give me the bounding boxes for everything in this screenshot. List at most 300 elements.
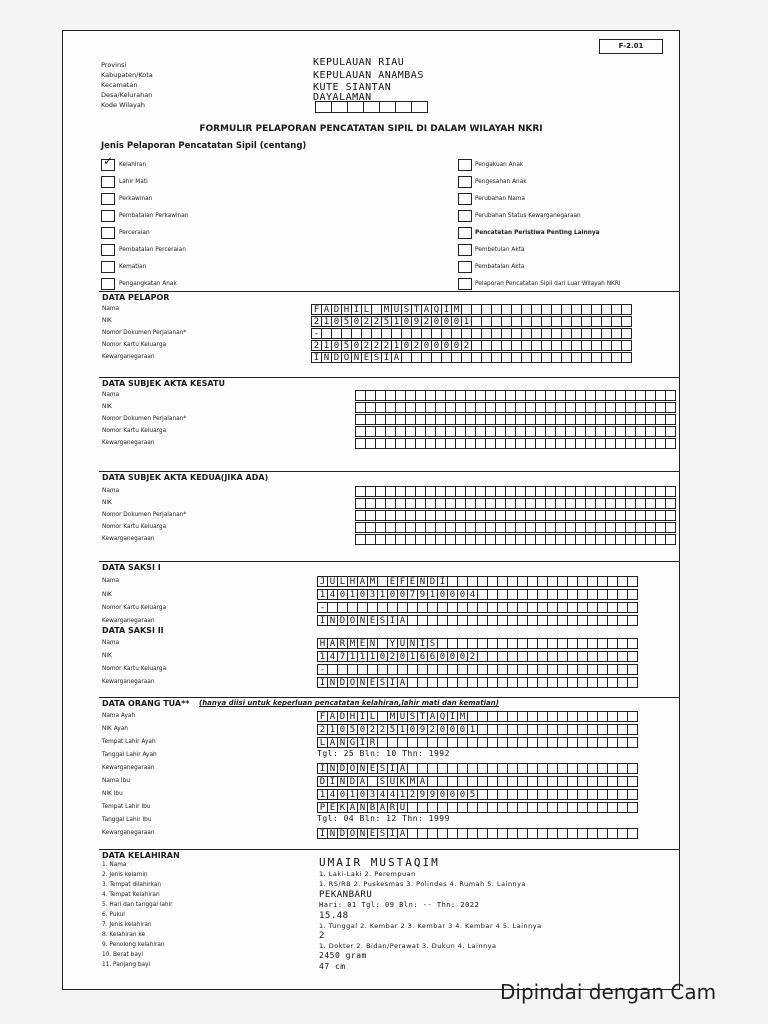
checkbox-pengakuan-anak[interactable]: [458, 159, 472, 171]
char-cell[interactable]: 9: [417, 724, 428, 735]
grid-dokumen-pelapor[interactable]: [311, 328, 631, 339]
char-cell[interactable]: S: [377, 615, 388, 626]
char-cell[interactable]: I: [317, 677, 328, 688]
char-cell[interactable]: N: [327, 677, 338, 688]
char-cell[interactable]: 2: [387, 651, 398, 662]
char-cell[interactable]: H: [347, 711, 358, 722]
char-cell[interactable]: S: [377, 776, 388, 787]
char-cell[interactable]: 1: [391, 340, 402, 351]
char-cell[interactable]: 0: [351, 340, 362, 351]
char-cell[interactable]: N: [357, 802, 368, 813]
char-cell[interactable]: A: [417, 776, 428, 787]
char-cell[interactable]: 1: [367, 651, 378, 662]
char-cell[interactable]: 0: [447, 589, 458, 600]
char-cell[interactable]: 1: [377, 589, 388, 600]
char-cell[interactable]: 5: [341, 316, 352, 327]
char-cell[interactable]: [665, 426, 676, 437]
char-cell[interactable]: A: [327, 638, 338, 649]
checkbox-perkawinan[interactable]: [101, 193, 115, 205]
kode-wilayah-box[interactable]: [363, 101, 380, 113]
char-cell[interactable]: 0: [397, 651, 408, 662]
char-cell[interactable]: 0: [447, 789, 458, 800]
grid-empty[interactable]: [355, 414, 675, 425]
char-cell[interactable]: U: [397, 802, 408, 813]
char-cell[interactable]: 9: [417, 589, 428, 600]
char-cell[interactable]: [665, 534, 676, 545]
grid-nik-ayah[interactable]: [317, 724, 637, 735]
value-penolong-kelahiran[interactable]: 1. Dokter 2. Bidan/Perawat 3. Dukun 4. Lainnya: [319, 942, 497, 950]
char-cell[interactable]: 5: [381, 316, 392, 327]
char-cell[interactable]: I: [357, 711, 368, 722]
char-cell[interactable]: [621, 352, 632, 363]
char-cell[interactable]: 0: [401, 316, 412, 327]
char-cell[interactable]: 2: [381, 340, 392, 351]
char-cell[interactable]: A: [427, 711, 438, 722]
char-cell[interactable]: T: [411, 304, 422, 315]
char-cell[interactable]: 4: [377, 789, 388, 800]
char-cell[interactable]: 2: [371, 340, 382, 351]
value-desa[interactable]: DAYALAMAN: [313, 92, 372, 103]
char-cell[interactable]: B: [367, 802, 378, 813]
char-cell[interactable]: 1: [327, 724, 338, 735]
char-cell[interactable]: Y: [387, 638, 398, 649]
char-cell[interactable]: I: [447, 711, 458, 722]
checkbox-pembatalan-perkawinan[interactable]: [101, 210, 115, 222]
char-cell[interactable]: 1: [317, 589, 328, 600]
char-cell[interactable]: L: [367, 711, 378, 722]
kode-wilayah-box[interactable]: [395, 101, 412, 113]
char-cell[interactable]: L: [337, 576, 348, 587]
char-cell[interactable]: U: [391, 304, 402, 315]
char-cell[interactable]: 0: [447, 651, 458, 662]
char-cell[interactable]: I: [327, 776, 338, 787]
value-kecamatan[interactable]: KUTE SIANTAN: [313, 82, 392, 93]
checkbox-pembetulan-akta[interactable]: [458, 244, 472, 256]
char-cell[interactable]: 2: [367, 724, 378, 735]
char-cell[interactable]: A: [421, 304, 432, 315]
grid-empty[interactable]: [355, 402, 675, 413]
grid-kewarganegaraan-saksi1[interactable]: [317, 615, 637, 626]
char-cell[interactable]: 9: [417, 789, 428, 800]
char-cell[interactable]: 3: [367, 589, 378, 600]
char-cell[interactable]: S: [371, 352, 382, 363]
char-cell[interactable]: N: [327, 828, 338, 839]
char-cell[interactable]: [627, 711, 638, 722]
char-cell[interactable]: [627, 763, 638, 774]
char-cell[interactable]: N: [337, 776, 348, 787]
char-cell[interactable]: [627, 828, 638, 839]
char-cell[interactable]: [627, 724, 638, 735]
char-cell[interactable]: 0: [401, 340, 412, 351]
char-cell[interactable]: 1: [461, 316, 472, 327]
char-cell[interactable]: 0: [457, 724, 468, 735]
char-cell[interactable]: S: [377, 677, 388, 688]
char-cell[interactable]: 1: [321, 340, 332, 351]
char-cell[interactable]: 0: [437, 589, 448, 600]
char-cell[interactable]: 0: [407, 724, 418, 735]
char-cell[interactable]: 0: [387, 589, 398, 600]
grid-kewarganegaraan-saksi2[interactable]: [317, 677, 637, 688]
char-cell[interactable]: A: [391, 352, 402, 363]
char-cell[interactable]: N: [327, 763, 338, 774]
char-cell[interactable]: 1: [321, 316, 332, 327]
char-cell[interactable]: N: [337, 737, 348, 748]
char-cell[interactable]: 1: [397, 789, 408, 800]
char-cell[interactable]: R: [367, 737, 378, 748]
char-cell[interactable]: E: [361, 352, 372, 363]
char-cell[interactable]: I: [351, 304, 362, 315]
value-panjang-bayi[interactable]: 47 cm: [319, 962, 346, 971]
char-cell[interactable]: 4: [387, 789, 398, 800]
char-cell[interactable]: 0: [451, 316, 462, 327]
char-cell[interactable]: M: [457, 711, 468, 722]
char-cell[interactable]: A: [347, 802, 358, 813]
char-cell[interactable]: [627, 651, 638, 662]
kode-wilayah-box[interactable]: [347, 101, 364, 113]
char-cell[interactable]: A: [377, 802, 388, 813]
char-cell[interactable]: [665, 438, 676, 449]
char-cell[interactable]: D: [427, 576, 438, 587]
char-cell[interactable]: I: [387, 763, 398, 774]
grid-empty[interactable]: [355, 522, 675, 533]
char-cell[interactable]: 2: [411, 340, 422, 351]
char-cell[interactable]: O: [341, 352, 352, 363]
char-cell[interactable]: N: [357, 615, 368, 626]
grid-kk-pelapor[interactable]: [311, 340, 631, 351]
char-cell[interactable]: H: [317, 638, 328, 649]
char-cell[interactable]: A: [357, 776, 368, 787]
char-cell[interactable]: 4: [467, 589, 478, 600]
char-cell[interactable]: 0: [457, 651, 468, 662]
char-cell[interactable]: -: [317, 602, 328, 613]
value-jenis-kelahiran[interactable]: 1. Tunggal 2. Kembar 2 3. Kembar 3 4. Kembar 4 5. Lainnya: [319, 922, 542, 930]
char-cell[interactable]: I: [441, 304, 452, 315]
char-cell[interactable]: [627, 677, 638, 688]
char-cell[interactable]: 4: [327, 589, 338, 600]
char-cell[interactable]: 0: [437, 651, 448, 662]
char-cell[interactable]: I: [387, 615, 398, 626]
char-cell[interactable]: O: [347, 828, 358, 839]
value-jenis-kelamin[interactable]: 1. Laki-Laki 2. Perempuan: [319, 870, 416, 878]
char-cell[interactable]: U: [387, 776, 398, 787]
char-cell[interactable]: 4: [327, 789, 338, 800]
char-cell[interactable]: 6: [427, 651, 438, 662]
char-cell[interactable]: R: [387, 802, 398, 813]
char-cell[interactable]: 7: [407, 589, 418, 600]
char-cell[interactable]: A: [321, 304, 332, 315]
char-cell[interactable]: I: [381, 352, 392, 363]
char-cell[interactable]: N: [357, 677, 368, 688]
char-cell[interactable]: E: [367, 828, 378, 839]
char-cell[interactable]: A: [327, 737, 338, 748]
checkbox-luar-wilayah[interactable]: [458, 278, 472, 290]
char-cell[interactable]: 1: [427, 589, 438, 600]
char-cell[interactable]: D: [337, 711, 348, 722]
value-provinsi[interactable]: KEPULAUAN RIAU: [313, 57, 405, 68]
checkbox-pengesahan-anak[interactable]: [458, 176, 472, 188]
char-cell[interactable]: A: [397, 763, 408, 774]
grid-nik-saksi2[interactable]: [317, 651, 637, 662]
char-cell[interactable]: D: [337, 763, 348, 774]
char-cell[interactable]: M: [347, 638, 358, 649]
char-cell[interactable]: 4: [327, 651, 338, 662]
char-cell[interactable]: T: [417, 711, 428, 722]
char-cell[interactable]: [627, 576, 638, 587]
char-cell[interactable]: D: [347, 776, 358, 787]
char-cell[interactable]: [621, 304, 632, 315]
char-cell[interactable]: E: [407, 576, 418, 587]
value-nama-bayi[interactable]: UMAIR MUSTAQIM: [319, 856, 440, 869]
char-cell[interactable]: N: [357, 828, 368, 839]
value-hari-tanggal-lahir[interactable]: Hari: 01 Tgl: 09 Bln: -- Thn: 2022: [319, 901, 480, 909]
char-cell[interactable]: 0: [377, 651, 388, 662]
char-cell[interactable]: E: [327, 802, 338, 813]
kode-wilayah-box[interactable]: [331, 101, 348, 113]
char-cell[interactable]: [621, 316, 632, 327]
char-cell[interactable]: D: [331, 304, 342, 315]
checkbox-perubahan-nama[interactable]: [458, 193, 472, 205]
char-cell[interactable]: Q: [431, 304, 442, 315]
char-cell[interactable]: 0: [451, 340, 462, 351]
char-cell[interactable]: 1: [391, 316, 402, 327]
char-cell[interactable]: A: [397, 615, 408, 626]
char-cell[interactable]: 0: [441, 316, 452, 327]
char-cell[interactable]: I: [437, 576, 448, 587]
char-cell[interactable]: [627, 789, 638, 800]
char-cell[interactable]: 0: [331, 340, 342, 351]
char-cell[interactable]: S: [377, 763, 388, 774]
char-cell[interactable]: 9: [411, 316, 422, 327]
char-cell[interactable]: [665, 402, 676, 413]
char-cell[interactable]: K: [337, 802, 348, 813]
checkbox-kematian[interactable]: [101, 261, 115, 273]
char-cell[interactable]: M: [387, 711, 398, 722]
char-cell[interactable]: I: [311, 352, 322, 363]
grid-kk-saksi1[interactable]: [317, 602, 637, 613]
kode-wilayah-box[interactable]: [379, 101, 396, 113]
char-cell[interactable]: 0: [357, 589, 368, 600]
char-cell[interactable]: N: [367, 638, 378, 649]
char-cell[interactable]: [621, 340, 632, 351]
char-cell[interactable]: 2: [407, 789, 418, 800]
value-berat-bayi[interactable]: 2450 gram: [319, 951, 367, 960]
char-cell[interactable]: I: [387, 677, 398, 688]
grid-kewarganegaraan-ibu[interactable]: [317, 828, 637, 839]
char-cell[interactable]: G: [347, 737, 358, 748]
char-cell[interactable]: 0: [337, 589, 348, 600]
char-cell[interactable]: A: [327, 711, 338, 722]
char-cell[interactable]: K: [397, 776, 408, 787]
char-cell[interactable]: M: [407, 776, 418, 787]
char-cell[interactable]: J: [317, 576, 328, 587]
value-tempat-dilahirkan[interactable]: 1. RS/RB 2. Puskesmas 3. Polindes 4. Rumah 5. Lainnya: [319, 880, 527, 888]
char-cell[interactable]: 1: [317, 651, 328, 662]
char-cell[interactable]: I: [387, 828, 398, 839]
grid-nik-saksi1[interactable]: [317, 589, 637, 600]
char-cell[interactable]: 0: [441, 340, 452, 351]
char-cell[interactable]: 0: [397, 589, 408, 600]
char-cell[interactable]: 2: [311, 340, 322, 351]
char-cell[interactable]: O: [347, 677, 358, 688]
char-cell[interactable]: [665, 414, 676, 425]
char-cell[interactable]: 7: [337, 651, 348, 662]
char-cell[interactable]: E: [367, 615, 378, 626]
char-cell[interactable]: S: [377, 828, 388, 839]
char-cell[interactable]: H: [347, 576, 358, 587]
char-cell[interactable]: A: [397, 677, 408, 688]
char-cell[interactable]: 0: [437, 724, 448, 735]
value-kabupaten[interactable]: KEPULAUAN ANAMBAS: [313, 70, 424, 81]
char-cell[interactable]: [627, 737, 638, 748]
checkbox-pembatalan-akta[interactable]: [458, 261, 472, 273]
char-cell[interactable]: D: [317, 776, 328, 787]
grid-empty[interactable]: [355, 486, 675, 497]
grid-kewarganegaraan-pelapor[interactable]: [311, 352, 631, 363]
char-cell[interactable]: 0: [431, 340, 442, 351]
grid-empty[interactable]: [355, 438, 675, 449]
char-cell[interactable]: I: [417, 638, 428, 649]
char-cell[interactable]: Q: [437, 711, 448, 722]
kode-wilayah-box[interactable]: [315, 101, 332, 113]
char-cell[interactable]: 2: [421, 316, 432, 327]
char-cell[interactable]: [665, 486, 676, 497]
char-cell[interactable]: [627, 638, 638, 649]
char-cell[interactable]: 1: [407, 651, 418, 662]
char-cell[interactable]: 0: [457, 789, 468, 800]
checkbox-pembatalan-perceraian[interactable]: [101, 244, 115, 256]
char-cell[interactable]: [627, 802, 638, 813]
checkbox-lahir-mati[interactable]: [101, 176, 115, 188]
char-cell[interactable]: E: [367, 763, 378, 774]
char-cell[interactable]: O: [347, 615, 358, 626]
char-cell[interactable]: 3: [367, 789, 378, 800]
char-cell[interactable]: 9: [427, 789, 438, 800]
char-cell[interactable]: D: [337, 828, 348, 839]
char-cell[interactable]: 5: [387, 724, 398, 735]
checkbox-perceraian[interactable]: [101, 227, 115, 239]
char-cell[interactable]: 2: [461, 340, 472, 351]
grid-nama-ayah[interactable]: [317, 711, 637, 722]
char-cell[interactable]: 5: [341, 340, 352, 351]
char-cell[interactable]: 1: [397, 724, 408, 735]
char-cell[interactable]: 0: [447, 724, 458, 735]
char-cell[interactable]: 2: [427, 724, 438, 735]
char-cell[interactable]: 1: [347, 589, 358, 600]
char-cell[interactable]: -: [317, 664, 328, 675]
grid-kk-saksi2[interactable]: [317, 664, 637, 675]
grid-empty[interactable]: [355, 510, 675, 521]
grid-nama-ibu[interactable]: [317, 776, 637, 787]
char-cell[interactable]: 0: [331, 316, 342, 327]
char-cell[interactable]: E: [387, 576, 398, 587]
char-cell[interactable]: U: [327, 576, 338, 587]
char-cell[interactable]: 5: [347, 724, 358, 735]
char-cell[interactable]: [665, 390, 676, 401]
char-cell[interactable]: S: [401, 304, 412, 315]
char-cell[interactable]: E: [357, 638, 368, 649]
tanggal-lahir-ibu[interactable]: Tgl: 04 Bln: 12 Thn: 1999: [317, 814, 450, 823]
char-cell[interactable]: 0: [357, 724, 368, 735]
char-cell[interactable]: 2: [467, 651, 478, 662]
char-cell[interactable]: I: [317, 828, 328, 839]
char-cell[interactable]: 1: [347, 651, 358, 662]
char-cell[interactable]: 2: [377, 724, 388, 735]
char-cell[interactable]: 0: [357, 789, 368, 800]
char-cell[interactable]: I: [317, 763, 328, 774]
grid-kewarganegaraan-ayah[interactable]: [317, 763, 637, 774]
grid-nik-ibu[interactable]: [317, 789, 637, 800]
char-cell[interactable]: M: [451, 304, 462, 315]
char-cell[interactable]: 0: [337, 724, 348, 735]
checkbox-kelahiran[interactable]: ✓: [101, 159, 115, 171]
value-kelahiran-ke[interactable]: 2: [319, 931, 325, 941]
char-cell[interactable]: N: [321, 352, 332, 363]
char-cell[interactable]: F: [397, 576, 408, 587]
char-cell[interactable]: [621, 328, 632, 339]
grid-nik-pelapor[interactable]: [311, 316, 631, 327]
char-cell[interactable]: 5: [467, 789, 478, 800]
char-cell[interactable]: D: [337, 677, 348, 688]
char-cell[interactable]: 1: [317, 789, 328, 800]
char-cell[interactable]: N: [327, 615, 338, 626]
char-cell[interactable]: 0: [337, 789, 348, 800]
grid-nama-saksi2[interactable]: [317, 638, 637, 649]
checkbox-perubahan-status[interactable]: [458, 210, 472, 222]
char-cell[interactable]: [665, 522, 676, 533]
char-cell[interactable]: D: [331, 352, 342, 363]
value-tempat-kelahiran[interactable]: PEKANBARU: [319, 890, 373, 900]
char-cell[interactable]: N: [357, 763, 368, 774]
char-cell[interactable]: 0: [351, 316, 362, 327]
char-cell[interactable]: O: [347, 763, 358, 774]
grid-nama-saksi1[interactable]: [317, 576, 637, 587]
char-cell[interactable]: 0: [421, 340, 432, 351]
char-cell[interactable]: [627, 589, 638, 600]
kode-wilayah-box[interactable]: [411, 101, 428, 113]
char-cell[interactable]: [665, 498, 676, 509]
grid-nama-pelapor[interactable]: [311, 304, 631, 315]
grid-empty[interactable]: [355, 426, 675, 437]
grid-empty[interactable]: [355, 498, 675, 509]
char-cell[interactable]: 2: [361, 316, 372, 327]
char-cell[interactable]: 2: [317, 724, 328, 735]
checkbox-pengangkatan-anak[interactable]: [101, 278, 115, 290]
char-cell[interactable]: [627, 776, 638, 787]
char-cell[interactable]: N: [351, 352, 362, 363]
char-cell[interactable]: [665, 510, 676, 521]
grid-tempat-lahir-ayah[interactable]: [317, 737, 637, 748]
checkbox-peristiwa-lainnya[interactable]: [458, 227, 472, 239]
char-cell[interactable]: A: [397, 828, 408, 839]
char-cell[interactable]: D: [337, 615, 348, 626]
char-cell[interactable]: [627, 664, 638, 675]
char-cell[interactable]: [627, 615, 638, 626]
char-cell[interactable]: I: [317, 615, 328, 626]
char-cell[interactable]: M: [367, 576, 378, 587]
char-cell[interactable]: 1: [347, 789, 358, 800]
char-cell[interactable]: [627, 602, 638, 613]
grid-tempat-lahir-ibu[interactable]: [317, 802, 637, 813]
char-cell[interactable]: R: [337, 638, 348, 649]
char-cell[interactable]: 0: [457, 589, 468, 600]
char-cell[interactable]: 2: [361, 340, 372, 351]
char-cell[interactable]: 0: [437, 789, 448, 800]
char-cell[interactable]: L: [317, 737, 328, 748]
char-cell[interactable]: I: [357, 737, 368, 748]
char-cell[interactable]: N: [417, 576, 428, 587]
value-pukul[interactable]: 15.48: [319, 911, 349, 921]
char-cell[interactable]: E: [367, 677, 378, 688]
